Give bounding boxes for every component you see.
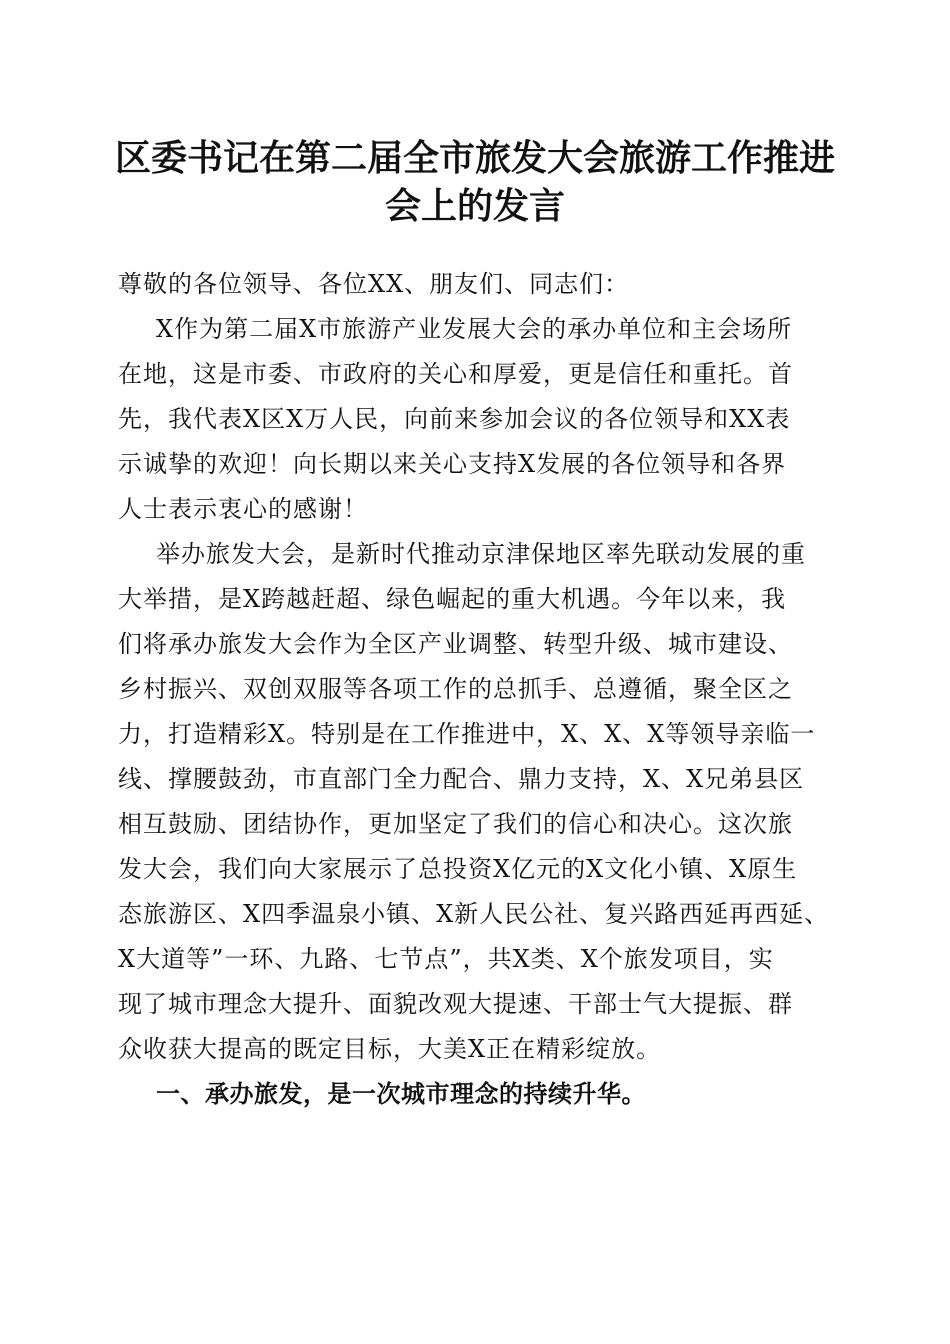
paragraph-2-line: X大道等”一环、九路、七节点”，共X类、X个旅发项目，实 bbox=[118, 945, 774, 973]
paragraph-2-line: 现了城市理念大提升、面貌改观大提速、干部士气大提振、群 bbox=[118, 990, 793, 1018]
paragraph-2-line: 发大会，我们向大家展示了总投资X亿元的X文化小镇、X原生 bbox=[118, 855, 798, 883]
paragraph-2-line: 态旅游区、X四季温泉小镇、X新人民公社、复兴路西延再西延、 bbox=[118, 900, 830, 928]
salutation: 尊敬的各位领导、各位XX、朋友们、同志们： bbox=[118, 270, 630, 298]
paragraph-2-line: 们将承办旅发大会作为全区产业调整、转型升级、城市建设、 bbox=[118, 630, 793, 658]
paragraph-2-line: 举办旅发大会，是新时代推动京津保地区率先联动发展的重 bbox=[156, 540, 806, 568]
section-heading: 一、承办旅发，是一次城市理念的持续升华。 bbox=[156, 1080, 646, 1108]
paragraph-2-line: 线、撑腰鼓劲，市直部门全力配合、鼎力支持，X、X兄弟县区 bbox=[118, 765, 805, 793]
paragraph-2-line: 力，打造精彩X。特别是在工作推进中，X、X、X等领导亲临一 bbox=[118, 720, 816, 748]
paragraph-2-line: 大举措，是X跨越赶超、绿色崛起的重大机遇。今年以来，我 bbox=[118, 585, 787, 613]
paragraph-1-line: 人士表示衷心的感谢！ bbox=[118, 495, 368, 523]
title-line-1: 区委书记在第二届全市旅发大会旅游工作推进 bbox=[114, 137, 835, 179]
paragraph-1 bbox=[118, 307, 838, 532]
paragraph-2-line: 相互鼓励、团结协作，更加坚定了我们的信心和决心。这次旅 bbox=[118, 810, 793, 838]
document-body bbox=[118, 262, 838, 1117]
paragraph-1-line: X作为第二届X市旅游产业发展大会的承办单位和主会场所 bbox=[156, 315, 793, 343]
paragraph-1-line: 在地，这是市委、市政府的关心和厚爱，更是信任和重托。首 bbox=[118, 360, 793, 388]
title-line-2: 会上的发言 bbox=[384, 185, 565, 227]
paragraph-2-line: 众收获大提高的既定目标，大美X正在精彩绽放。 bbox=[118, 1035, 662, 1063]
paragraph-2-line: 乡村振兴、双创双服等各项工作的总抓手、总遵循，聚全区之 bbox=[118, 675, 793, 703]
paragraph-2 bbox=[118, 532, 838, 1072]
paragraph-1-line: 先，我代表X区X万人民，向前来参加会议的各位领导和XX表 bbox=[118, 405, 791, 433]
document-title bbox=[100, 134, 850, 230]
paragraph-1-line: 示诚挚的欢迎！向长期以来关心支持X发展的各位领导和各界 bbox=[118, 450, 787, 478]
